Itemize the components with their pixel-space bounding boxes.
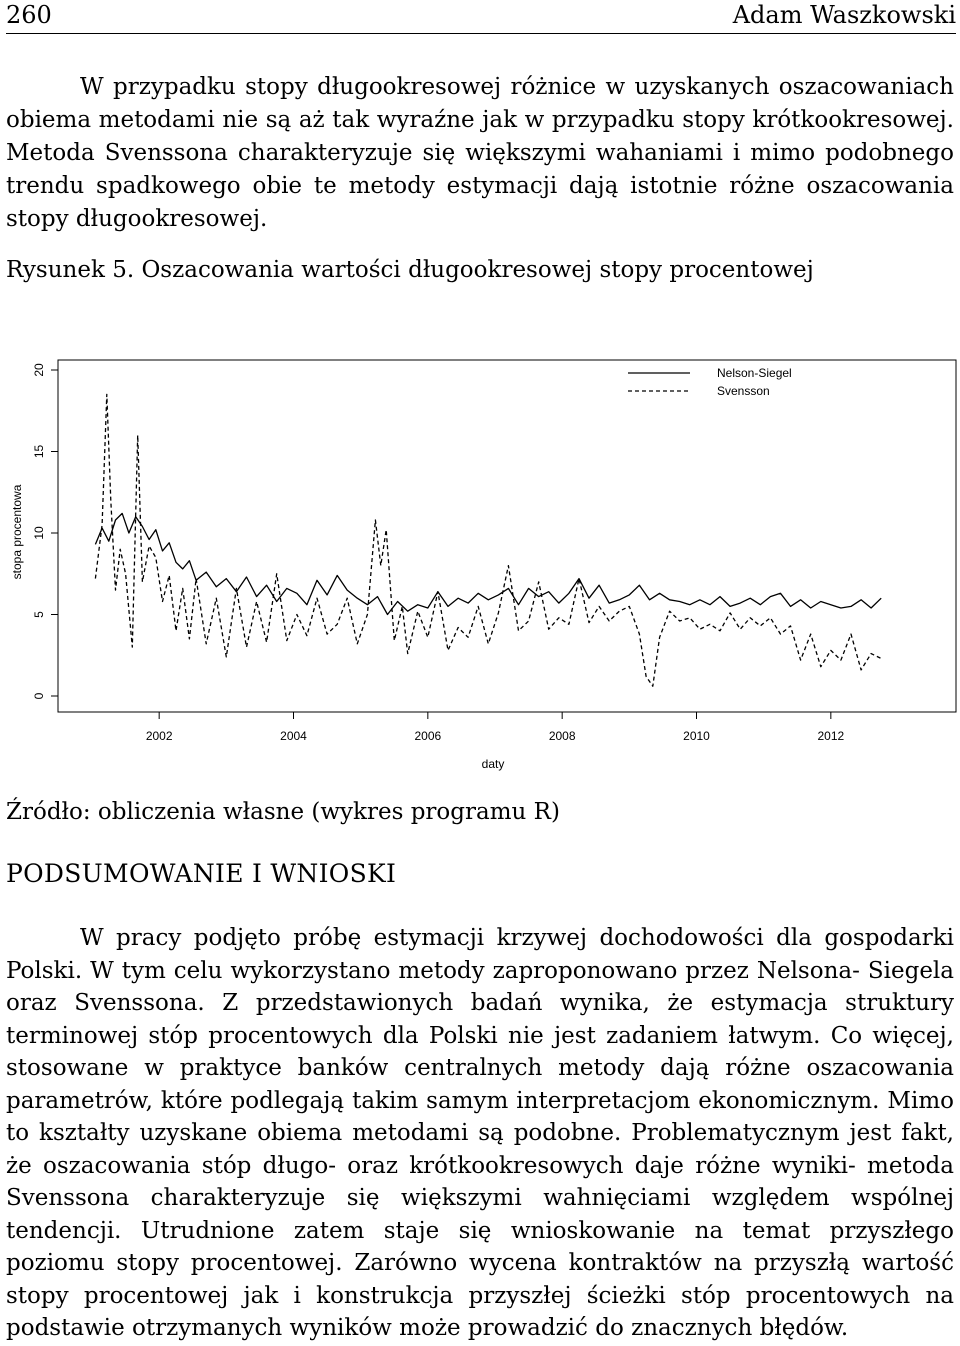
figure-source-note: Źródło: obliczenia własne (wykres programu R): [6, 799, 560, 825]
series-layer: [95, 394, 881, 686]
legend-label: Svensson: [717, 384, 770, 398]
rate-estimates-chart: [0, 340, 960, 780]
running-header-author: Adam Waszkowski: [732, 1, 956, 29]
running-header: [6, 0, 956, 34]
body-paragraph-1: W przypadku stopy długookresowej różnice w uzyskanych oszacowaniach obiema metodami nie są aż tak wyraźne jak w przypadku stopy krótkookresowej. Metoda Svenssona charakteryzuje się większymi wahaniami i mimo podobnego trendu spadkowego obie te metody estymacji dają istotnie różne oszacowania stopy długookresowej.: [6, 74, 954, 232]
section-heading: PODSUMOWANIE I WNIOSKI: [6, 859, 397, 888]
y-tick-label: 15: [32, 444, 46, 459]
x-tick-label: 2008: [548, 729, 576, 743]
x-tick-label: 2010: [683, 729, 710, 743]
y-tick-label: 0: [32, 692, 46, 700]
page-number: 260: [6, 1, 52, 29]
x-tick-label: 2012: [817, 729, 845, 743]
x-tick-label: 2006: [414, 729, 442, 743]
legend: [628, 366, 792, 398]
legend-label: Nelson-Siegel: [717, 366, 792, 380]
body-paragraph-2: W pracy podjęto próbę estymacji krzywej dochodowości dla gospodarki Polski. W tym celu wykorzystano metody zaproponowano przez Nelsona- Siegela oraz Svenssona. Z przedstawionych badań wynika, że estymacja struktury terminowej stóp procentowych dla Polski nie jest zadaniem łatwym. Co więcej, stosowane w praktyce banków centralnych metody dają różne oszacowania parametrów, które podlegają takim samym interpretacjom ekonomicznym. Mimo to kształty uzyskane obiema metodami są podobne. Problematycznym jest fakt, że oszacowania stóp długo- oraz krótkookresowych daje różne wyniki- metoda Svenssona charakteryzuje się większymi wahnięciami względem wspólnej tendencji. Utrudnione zatem staje się wnioskowanie na temat przyszłego poziomu stopy procentowej. Zarówno wycena kontraktów na przyszłą wartość stopy procentowej jak i konstrukcja przyszłej ścieżki stóp procentowych na podstawie otrzymanych wyników może prowadzić do znacznych błędów.: [6, 925, 954, 1341]
y-axis-label: stopa procentowa: [10, 484, 24, 580]
x-axis-label: daty: [481, 757, 505, 771]
y-tick-label: 5: [32, 611, 46, 618]
x-tick-label: 2002: [145, 729, 173, 743]
chart-svg: [0, 340, 960, 780]
y-tick-label: 10: [32, 526, 46, 540]
y-tick-label: 20: [32, 363, 46, 377]
x-tick-label: 2004: [280, 729, 307, 743]
series-line-nelson-siegel: [95, 513, 881, 614]
plot-frame: [58, 360, 956, 712]
series-line-svensson: [95, 394, 881, 686]
figure-caption: Rysunek 5. Oszacowania wartości długookresowej stopy procentowej: [6, 257, 814, 283]
